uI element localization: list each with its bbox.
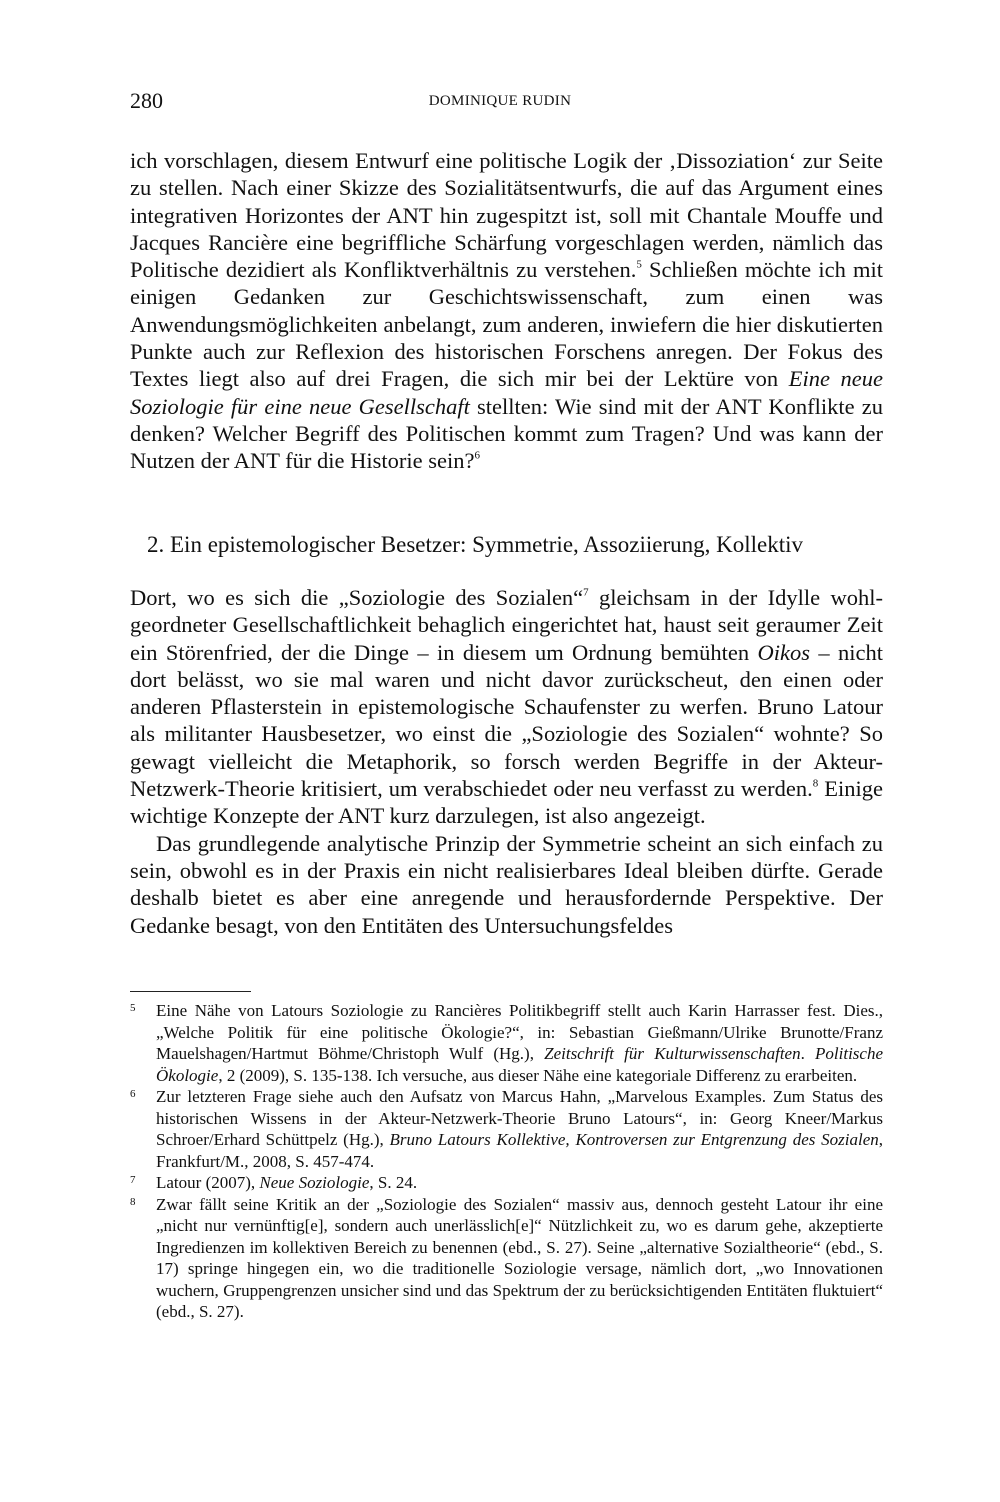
footnote-text	[156, 1086, 883, 1172]
section-body	[130, 584, 883, 939]
text-run: , 2 (2009), S. 135-138. Ich versuche, aus dieser Nähe eine kategoriale Differenz zu erarbeiten.	[218, 1065, 858, 1085]
footnote-number: 5	[130, 1002, 136, 1014]
footnote-text	[156, 1000, 883, 1086]
text-run: Latour (2007),	[156, 1173, 260, 1192]
section-heading: 2. Ein epistemologischer Besetzer: Symmetrie, Assoziierung, Kollektiv	[147, 532, 804, 557]
text-run: , S. 24.	[369, 1173, 418, 1192]
oikos-term: Oikos	[757, 639, 811, 665]
intro-paragraph	[130, 147, 883, 475]
running-head: DOMINIQUE RUDIN	[428, 93, 572, 109]
footnote-divider	[130, 991, 251, 992]
footnote-6	[130, 1086, 883, 1172]
footnote-number: 6	[130, 1088, 136, 1100]
issue-title: Politische Ökologie	[156, 1044, 883, 1085]
page-number: 280	[130, 88, 163, 113]
book-title: Bruno Latours Kollektive, Kontroversen zur Entgrenzung des Sozialen	[389, 1130, 879, 1149]
footnote-number: 7	[130, 1174, 136, 1186]
text-run: Dort, wo es sich die „Soziologie des Sozialen“	[130, 585, 584, 610]
intro-text	[130, 147, 883, 475]
footnote-text: Zwar fällt seine Kritik an der „Soziologie des Sozialen“ massiv aus, dennoch gesteht Latour ihr eine „nicht nur vernünftig[e], sondern auch unerlässlich[e]“ Nützlichkeit zu, wo es darum gehe, akzeptierte Ingredienzen im kollektiven Bereich zu benennen (ebd., S. 27). Seine „alternative Sozialtheorie“ (ebd., S. 17) springe hingegen ein, wo die traditionelle Soziologie versage, nämlich dort, „wo Innovationen wuchern, Gruppengrenzen unsicher sind und das Spektrum der zu berücksichtigenden Entitäten fluktuiert“ (ebd., S. 27).	[156, 1194, 883, 1321]
footnote-ref-7: 7	[583, 586, 589, 599]
text-run: ich vorschlagen, diesem Entwurf eine politische Logik der ‚Dissoziation‘ zur Seite zu stellen. Nach einer Skizze des Sozialitätsentwurfs, die auf das Argument eines integrativen Horizontes der ANT hin zugespitzt ist, soll mit Chantale Mouffe und Jacques Rancière eine begriffliche Schärfung vorgeschlagen werden, nämlich das Politische dezidiert als Konfliktverhältnis zu verstehen.	[130, 148, 883, 283]
book-title: Eine neue Soziologie für eine neue Gesellschaft	[130, 366, 883, 419]
section-paragraph-2: Das grundlegende analytische Prinzip der Symmetrie scheint an sich einfach zu sein, obwohl es in der Praxis ein nicht realisierbares Ideal bleiben dürfte. Gerade deshalb bietet es aber eine anregende und herausfordernde Perspektive. Der Gedanke besagt, von den Entitäten des Untersuchungsfeldes	[130, 830, 883, 938]
section-paragraph-1	[130, 584, 883, 830]
text-run: Eine Nähe von Latours Soziologie zu Rancières Politikbegriff stellt auch Karin Harrasser fest. Dies., „Welche Politik für eine politische Ökologie?“, in: Sebastian Gießmann/Ulrike Brunotte/Franz Mauelshagen/Hartmut Böhme/Christoph Wulf (Hg.),	[156, 1001, 883, 1063]
footnote-text	[156, 1172, 883, 1194]
footnote-number: 8	[130, 1195, 136, 1208]
book-title: Neue Soziologie	[259, 1173, 370, 1192]
footnote-7	[130, 1172, 883, 1194]
footnote-ref-8: 8	[812, 777, 819, 790]
footnote-ref-6: 6	[474, 449, 480, 462]
text-run: stellten: Wie sind mit der ANT Konflikte zu denken? Welcher Begriff des Politischen kommt zum Tragen? Und was kann der Nutzen der ANT für die Historie sein?	[130, 393, 883, 474]
footnotes	[130, 1000, 883, 1323]
footnote-8	[130, 1194, 883, 1323]
journal-title: Zeitschrift für Kulturwissenschaften	[544, 1044, 801, 1063]
footnote-5	[130, 1000, 883, 1086]
footnote-ref-5: 5	[636, 258, 642, 271]
text-run: Zur letzteren Frage siehe auch den Aufsatz von Marcus Hahn, „Marvelous Examples. Zum Status des historischen Wissens in der Akteur-Netzwerk-Theorie Bruno Latours“, in: Georg Kneer/Markus Schroer/Erhard Schüttpelz (Hg.),	[156, 1087, 883, 1149]
text-run: gleichsam in der Idylle wohlgeordneter Gesellschaftlichkeit behaglich eingerichtet hat, haust seit geraumer Zeit ein Störenfried, der die Dinge – in diesem um Ordnung bemühten	[130, 585, 883, 665]
text-run: – nicht dort belässt, wo sie mal waren und nicht davor zurückscheut, den einen oder anderen Pflasterstein in epistemologische Schaufenster zu werfen. Bruno Latour als militanter Hausbesetzer, wo einst die „Soziologie des Sozialen“ wohnte? So gewagt vielleicht die Metaphorik, so forsch werden Begriffe in der Akteur-Netzwerk-Theorie kritisiert, um verabschiedet oder neu verfasst zu werden.	[130, 639, 883, 802]
text-run: , Frankfurt/M., 2008, S. 457-474.	[156, 1130, 883, 1171]
text-run: Einige wichtige Konzepte der ANT kurz darzulegen, ist also angezeigt.	[130, 776, 884, 829]
text-run: .	[800, 1044, 816, 1063]
text-run: Schließen möchte ich mit einigen Gedanken zur Geschichtswissenschaft, zum einen was Anwendungsmöglichkeiten anbelangt, zum anderen, inwiefern die hier diskutierten Punkte auch zur Reflexion des historischen Forschens anregen. Der Fokus des Textes liegt also auf drei Fragen, die sich mir bei der Lektüre von	[130, 257, 883, 392]
